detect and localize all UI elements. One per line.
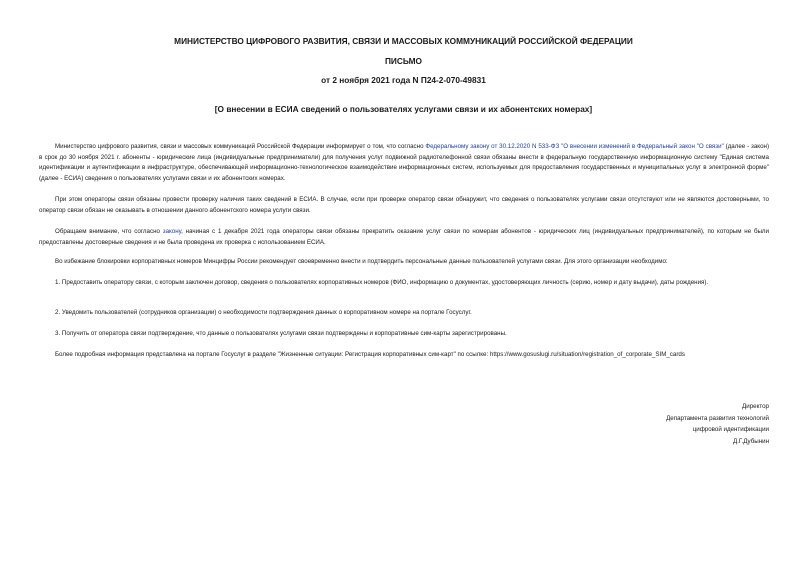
signature-position: Директор: [742, 403, 769, 410]
signature-block: [666, 401, 769, 447]
paragraph-3-text-start: Обращаем внимание, что согласно: [55, 228, 163, 235]
paragraph-1-text-start: Министерство цифрового развития, связи и массовых коммуникаций Российской Федерации информирует о том, что согласно: [55, 143, 426, 150]
federal-law-link[interactable]: Федеральному закону от 30.12.2020 N 533-ФЗ "О внесении изменений в Федеральный закон "О связи": [425, 143, 724, 150]
paragraph-5-text: 1. Предоставить оператору связи, с которым заключен договор, сведения о пользователях корпоративных номеров (ФИО, информацию о документах, удостоверяющих личность (серию, номер и дату выдачи), даты рождения).: [55, 279, 709, 286]
paragraph-2-text: При этом операторы связи обязаны провести проверку наличия таких сведений в ЕСИА. В случае, если при проверке оператор связи обнаружит, что сведения о пользователях услугами связи отсутствуют или не являются достоверными, то оператор связи обязан не оказывать в отношении данного абонентского номера услуги связи.: [39, 196, 769, 214]
ministry-title: МИНИСТЕРСТВО ЦИФРОВОГО РАЗВИТИЯ, СВЯЗИ И МАССОВЫХ КОММУНИКАЦИЙ РОССИЙСКОЙ ФЕДЕРАЦИИ: [174, 36, 633, 46]
paragraph-1: [39, 142, 769, 184]
paragraph-3: [39, 227, 769, 248]
paragraph-8-text: Более подробная информация представлена на портале Госуслуг в разделе "Жизненные ситуации: Регистрация корпоративных сим-карт" по ссылке: https://www.gosuslugi.ru/situation/registration_of_corporate_SIM_cards: [55, 351, 685, 358]
signature-department-1: Департамента развития технологий: [666, 414, 769, 422]
paragraph-6-text: 2. Уведомить пользователей (сотрудников организации) о необходимости подтверждения данных о корпоративном номере на портале Госуслуг.: [55, 309, 472, 316]
paragraph-4-text: Во избежание блокировки корпоративных номеров Минцифры России рекомендует своевременно внести и подтвердить персональные данные пользователей услугами связи. Для этого организации необходимо:: [55, 258, 668, 265]
paragraph-7-text: 3. Получить от оператора связи подтверждение, что данные о пользователях услугами связи подтверждены и корпоративные сим-карты зарегистрированы.: [55, 330, 507, 337]
paragraph-3-text-end: , начиная с 1 декабря 2021 года операторы связи обязаны прекратить оказание услуг связи по номерам абонентов - юридических лиц (индивидуальных предпринимателей), по которым не были предоставлены достоверные сведения и не была проведена их проверка с использованием ЕСИА.: [39, 228, 770, 246]
document-type: ПИСЬМО: [384, 56, 423, 66]
paragraph-4: [39, 257, 769, 268]
law-link[interactable]: закону: [162, 228, 182, 235]
paragraph-7: [39, 329, 769, 340]
paragraph-5: [39, 278, 769, 289]
signature-name: Д.Г.Дубынин: [733, 437, 769, 445]
paragraph-8: [39, 350, 769, 361]
paragraph-1-text-end: (далее - закон) в срок до 30 ноября 2021 г. абоненты - юридические лица (индивидуальные предприниматели) для получения услуг подвижной радиотелефонной связи обязаны внести в федеральную государственную информационную систему "Единая система идентификации и аутентификации в инфраструктуре, обеспечивающей информационно-технологическое взаимодействие информационных систем, используемых для предоставления государственных и муниципальных услуг в электронной форме" (далее - ЕСИА) сведения о пользователях услугами связи и их абонентских номерах.: [39, 143, 770, 182]
document-subject: [О внесении в ЕСИА сведений о пользователях услугами связи и их абонентских номерах]: [214, 104, 593, 114]
paragraph-2: [39, 195, 769, 216]
document-date-number: от 2 ноября 2021 года N П24-2-070-49831: [321, 75, 486, 85]
paragraph-6: [39, 308, 769, 319]
signature-department-2: цифровой идентификации: [692, 426, 769, 433]
